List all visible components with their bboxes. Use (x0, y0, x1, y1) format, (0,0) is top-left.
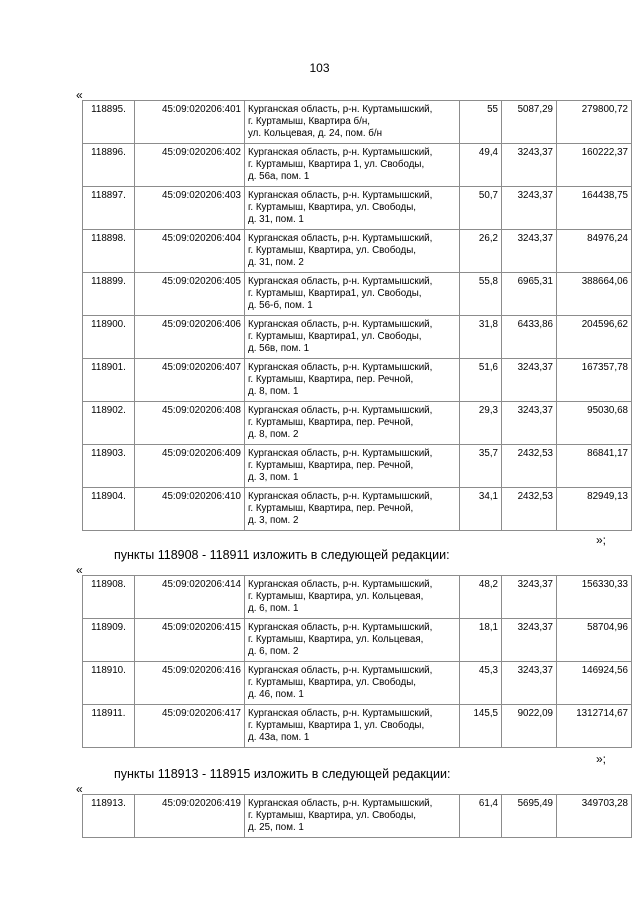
amendment-paragraph: пункты 118908 - 118911 изложить в следующей редакции: (114, 548, 450, 562)
row-number: 118913. (83, 795, 135, 838)
area: 61,4 (460, 795, 502, 838)
opening-quote: « (76, 563, 83, 577)
area: 51,6 (460, 359, 502, 402)
table-row (83, 187, 632, 230)
area: 48,2 (460, 576, 502, 619)
cadastral-number: 45:09:020206:419 (135, 795, 245, 838)
area: 31,8 (460, 316, 502, 359)
table-row (83, 273, 632, 316)
cadastral-value: 167357,78 (557, 359, 632, 402)
address: Курганская область, р-н. Куртамышский, г. Куртамыш, Квартира, пер. Речной, д. 8, пом. 1 (245, 359, 460, 402)
address: Курганская область, р-н. Куртамышский, г. Куртамыш, Квартира б/н, ул. Кольцевая, д. 24, пом. б/н (245, 101, 460, 144)
specific-value: 6965,31 (502, 273, 557, 316)
specific-value: 3243,37 (502, 619, 557, 662)
specific-value: 3243,37 (502, 359, 557, 402)
cadastral-value: 156330,33 (557, 576, 632, 619)
closing-quote: »; (596, 752, 607, 766)
row-number: 118908. (83, 576, 135, 619)
area: 49,4 (460, 144, 502, 187)
table-row (83, 488, 632, 531)
cadastral-number: 45:09:020206:415 (135, 619, 245, 662)
cadastral-value: 388664,06 (557, 273, 632, 316)
specific-value: 3243,37 (502, 662, 557, 705)
cadastral-number: 45:09:020206:407 (135, 359, 245, 402)
row-number: 118897. (83, 187, 135, 230)
row-number: 118898. (83, 230, 135, 273)
row-number: 118902. (83, 402, 135, 445)
table-row (83, 316, 632, 359)
closing-quote: »; (596, 533, 607, 547)
cadastral-number: 45:09:020206:409 (135, 445, 245, 488)
cadastral-number: 45:09:020206:402 (135, 144, 245, 187)
specific-value: 6433,86 (502, 316, 557, 359)
specific-value: 3243,37 (502, 144, 557, 187)
table-row (83, 619, 632, 662)
area: 26,2 (460, 230, 502, 273)
specific-value: 9022,09 (502, 705, 557, 748)
row-number: 118909. (83, 619, 135, 662)
address: Курганская область, р-н. Куртамышский, г. Куртамыш, Квартира, ул. Свободы, д. 25, пом. 1 (245, 795, 460, 838)
row-number: 118899. (83, 273, 135, 316)
row-number: 118903. (83, 445, 135, 488)
address: Курганская область, р-н. Куртамышский, г. Куртамыш, Квартира, ул. Свободы, д. 31, пом. 2 (245, 230, 460, 273)
amendment-paragraph: пункты 118913 - 118915 изложить в следующей редакции: (114, 767, 451, 781)
table-row (83, 795, 632, 838)
cadastral-value: 95030,68 (557, 402, 632, 445)
cadastral-value: 164438,75 (557, 187, 632, 230)
cadastral-number: 45:09:020206:401 (135, 101, 245, 144)
table-row (83, 576, 632, 619)
table-row (83, 705, 632, 748)
cadastral-number: 45:09:020206:406 (135, 316, 245, 359)
address: Курганская область, р-н. Куртамышский, г. Куртамыш, Квартира, ул. Кольцевая, д. 6, пом. 2 (245, 619, 460, 662)
cadastral-number: 45:09:020206:403 (135, 187, 245, 230)
address: Курганская область, р-н. Куртамышский, г. Куртамыш, Квартира1, ул. Свободы, д. 56-б, пом. 1 (245, 273, 460, 316)
cadastral-number: 45:09:020206:414 (135, 576, 245, 619)
cadastral-number: 45:09:020206:410 (135, 488, 245, 531)
cadastral-value: 84976,24 (557, 230, 632, 273)
specific-value: 3243,37 (502, 402, 557, 445)
area: 55 (460, 101, 502, 144)
cadastral-value: 86841,17 (557, 445, 632, 488)
address: Курганская область, р-н. Куртамышский, г. Куртамыш, Квартира1, ул. Свободы, д. 56в, пом. 1 (245, 316, 460, 359)
table-row (83, 359, 632, 402)
row-number: 118895. (83, 101, 135, 144)
row-number: 118911. (83, 705, 135, 748)
table-row (83, 101, 632, 144)
area: 29,3 (460, 402, 502, 445)
specific-value: 5087,29 (502, 101, 557, 144)
address: Курганская область, р-н. Куртамышский, г. Куртамыш, Квартира, пер. Речной, д. 8, пом. 2 (245, 402, 460, 445)
address: Курганская область, р-н. Куртамышский, г. Куртамыш, Квартира 1, ул. Свободы, д. 56а, пом. 1 (245, 144, 460, 187)
specific-value: 5695,49 (502, 795, 557, 838)
cadastral-number: 45:09:020206:417 (135, 705, 245, 748)
row-number: 118901. (83, 359, 135, 402)
property-table-2 (82, 575, 632, 748)
address: Курганская область, р-н. Куртамышский, г. Куртамыш, Квартира, ул. Свободы, д. 46, пом. 1 (245, 662, 460, 705)
area: 50,7 (460, 187, 502, 230)
cadastral-value: 1312714,67 (557, 705, 632, 748)
cadastral-value: 82949,13 (557, 488, 632, 531)
specific-value: 2432,53 (502, 488, 557, 531)
address: Курганская область, р-н. Куртамышский, г. Куртамыш, Квартира, пер. Речной, д. 3, пом. 2 (245, 488, 460, 531)
specific-value: 2432,53 (502, 445, 557, 488)
row-number: 118896. (83, 144, 135, 187)
cadastral-value: 58704,96 (557, 619, 632, 662)
table-row (83, 445, 632, 488)
address: Курганская область, р-н. Куртамышский, г. Куртамыш, Квартира 1, ул. Свободы, д. 43а, пом. 1 (245, 705, 460, 748)
table-row (83, 230, 632, 273)
opening-quote: « (76, 782, 83, 796)
cadastral-value: 279800,72 (557, 101, 632, 144)
specific-value: 3243,37 (502, 230, 557, 273)
area: 55,8 (460, 273, 502, 316)
table-row (83, 144, 632, 187)
cadastral-value: 204596,62 (557, 316, 632, 359)
row-number: 118910. (83, 662, 135, 705)
row-number: 118900. (83, 316, 135, 359)
table-row (83, 662, 632, 705)
area: 18,1 (460, 619, 502, 662)
cadastral-value: 146924,56 (557, 662, 632, 705)
address: Курганская область, р-н. Куртамышский, г. Куртамыш, Квартира, пер. Речной, д. 3, пом. 1 (245, 445, 460, 488)
page-number: 103 (309, 61, 330, 75)
opening-quote: « (76, 88, 83, 102)
cadastral-value: 349703,28 (557, 795, 632, 838)
area: 45,3 (460, 662, 502, 705)
specific-value: 3243,37 (502, 576, 557, 619)
cadastral-number: 45:09:020206:404 (135, 230, 245, 273)
property-table-1 (82, 100, 632, 531)
cadastral-value: 160222,37 (557, 144, 632, 187)
property-table-3 (82, 794, 632, 838)
specific-value: 3243,37 (502, 187, 557, 230)
cadastral-number: 45:09:020206:416 (135, 662, 245, 705)
address: Курганская область, р-н. Куртамышский, г. Куртамыш, Квартира, ул. Кольцевая, д. 6, пом. 1 (245, 576, 460, 619)
address: Курганская область, р-н. Куртамышский, г. Куртамыш, Квартира, ул. Свободы, д. 31, пом. 1 (245, 187, 460, 230)
cadastral-number: 45:09:020206:408 (135, 402, 245, 445)
table-row (83, 402, 632, 445)
row-number: 118904. (83, 488, 135, 531)
area: 145,5 (460, 705, 502, 748)
area: 35,7 (460, 445, 502, 488)
cadastral-number: 45:09:020206:405 (135, 273, 245, 316)
area: 34,1 (460, 488, 502, 531)
